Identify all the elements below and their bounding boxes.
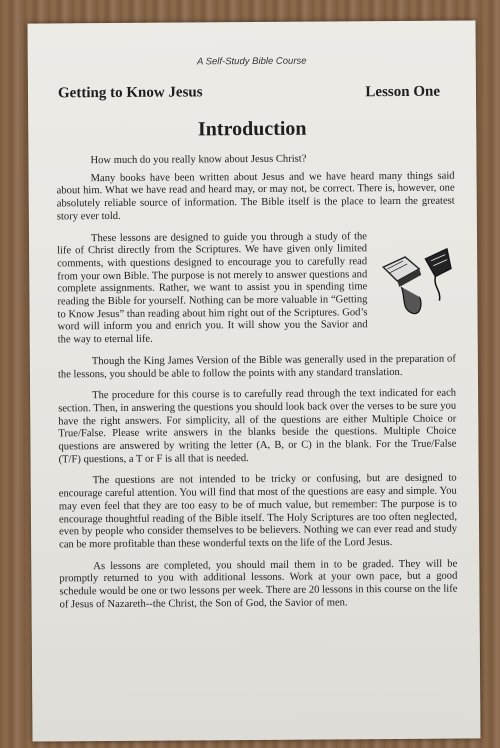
body-text (56, 153, 457, 621)
paragraph-3: These lessons are designed to guide you through a study of the life of Christ directly from the Scriptures. We have given only limited comments, with questions designed to encourage you to carefully read from your own Bible. The purpose is not merely to answer questions and complete assignments. Rather, we want to assist you in spending time reading the Bible for yourself. Nothing can be more valuable in “Getting to Know Jesus” than reading about him right out of the Scriptures. God’s word will inform you and enrich you. It will show you the Savior and the way to eternal life. (57, 230, 368, 346)
paragraph-6: The questions are not intended to be tricky or confusing, but are designed to encourage careful attention. You will find that most of the questions are easy and simple. You may even feel that they are too easy to be of much value, but remember: The purpose is to encourage thoughtful reading of the Bible itself. The Holy Scriptures are too often neglected, even by people who consider themselves to be believers. Nothing we can ever read and study can be more profitable than these wonderful texts on the life of the Lord Jesus. (58, 473, 458, 551)
worksheet-page (27, 20, 480, 741)
paragraph-2: Many books have been written about Jesus and we have heard many things said about him. What we have read and heard may, or may not, be correct. There is, however, one absolutely reliable source of information. The Bible itself is the place to learn the greatest story ever told. (56, 170, 455, 223)
paragraph-5: The procedure for this course is to carefully read through the text indicated for each section. Then, in answering the questions you should look back over the verses to be sure you have the right answers. For simplicity, all of the questions are either Multiple Choice or True/False. Please write answers in the blanks beside the questions. Multiple Choice questions are answered by writing the letter (A, B, or C) in the blank. For the True/False (T/F) questions, a T or F is all that is needed. (58, 387, 457, 466)
lesson-number: Lesson One (365, 83, 441, 101)
paragraph-4: Though the King James Version of the Bible was generally used in the preparation of the lessons, you should be able to follow the points with any standard translation. (57, 353, 456, 380)
page-title: Introduction (197, 117, 307, 141)
paragraph-7: As lessons are completed, you should mail them in to be graded. They will be promptly returned to you with additional lessons. Work at your own pace, but a good schedule would be one or two lessons per week. There are 20 lessons in this course on the life of Jesus of Nazareth--the Christ, the Son of God, the Savior of men. (59, 558, 458, 611)
course-header: A Self-Study Bible Course (196, 55, 307, 68)
paragraph-1: How much do you really know about Jesus Christ? (90, 153, 307, 167)
bible-reading-illustration (375, 238, 456, 325)
lesson-series-title: Getting to Know Jesus (57, 84, 203, 102)
